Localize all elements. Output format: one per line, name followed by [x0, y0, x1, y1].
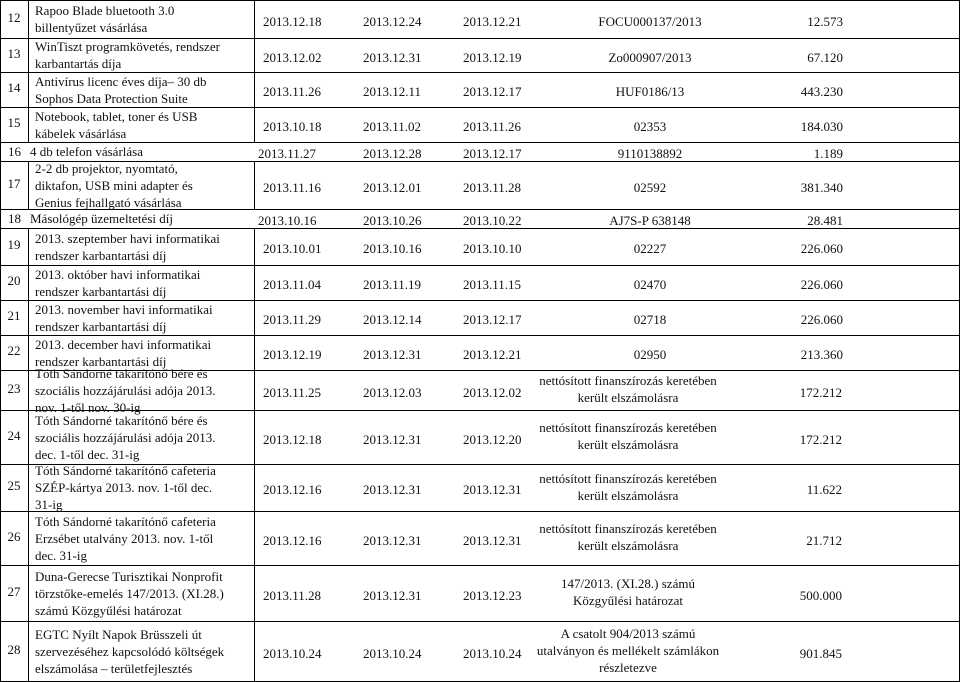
grid-line: [254, 107, 255, 142]
payment-date: 2013.11.28: [463, 179, 522, 195]
amount: 1.189: [813, 146, 843, 161]
row-number: 26: [7, 528, 21, 544]
row-number: 12: [7, 9, 21, 25]
document-reference: 02718: [633, 312, 667, 327]
invoice-date: 2013.12.18: [263, 13, 322, 29]
row-number: 13: [7, 45, 21, 61]
item-description: Tóth Sándorné takarítónő cafeteria: [35, 513, 216, 529]
document-reference: 147/2013. (XI.28.) számú: [561, 576, 695, 591]
payment-date: 2013.12.31: [463, 532, 522, 548]
document-reference: A csatolt 904/2013 számú: [560, 626, 696, 641]
document-reference: nettósított finanszírozás keretében: [539, 521, 717, 536]
due-date: 2013.12.11: [363, 84, 422, 99]
row-number: 16: [8, 144, 21, 159]
item-description: rendszer karbantartási díj: [35, 283, 167, 299]
item-description: dec. 31-ig: [35, 547, 87, 563]
grid-line: [28, 38, 29, 72]
amount: 226.060: [800, 241, 843, 256]
amount: 21.712: [806, 532, 842, 548]
invoice-date: 2013.12.16: [263, 532, 322, 548]
row-number: 21: [7, 308, 21, 323]
item-description: elszámolása – területfejlesztés: [35, 661, 193, 676]
grid-line: [28, 410, 29, 464]
payment-date: 2013.12.17: [463, 84, 522, 99]
row-number: 24: [7, 427, 21, 443]
amount: 500.000: [799, 587, 842, 603]
grid-line: [254, 0, 255, 38]
document-reference: került elszámolásra: [577, 487, 679, 503]
grid-line: [0, 621, 960, 622]
grid-line: [28, 621, 29, 682]
item-description: 4 db telefon vásárlása: [30, 144, 143, 159]
due-date: 2013.12.31: [363, 431, 422, 447]
due-date: 2013.12.31: [363, 347, 422, 362]
payment-date: 2013.12.17: [463, 312, 522, 327]
row-number: 17: [7, 175, 21, 191]
invoice-date: 2013.10.24: [263, 646, 322, 661]
item-description: Tóth Sándorné takarítónő bére és: [35, 412, 208, 428]
document-reference: utalványon és mellékelt számlákon: [536, 643, 720, 658]
payment-date: 2013.12.21: [463, 13, 522, 29]
item-description: Tóth Sándorné takarítónő cafeteria: [35, 463, 216, 478]
grid-line: [254, 370, 255, 410]
grid-line: [28, 107, 29, 142]
item-description: Rapoo Blade bluetooth 3.0: [35, 3, 175, 18]
amount: 67.120: [807, 49, 843, 65]
grid-line: [254, 464, 255, 511]
row-number: 28: [7, 642, 21, 657]
payment-date: 2013.12.21: [463, 347, 522, 362]
item-description: Erzsébet utalvány 2013. nov. 1-től: [35, 530, 214, 546]
grid-line: [28, 565, 29, 621]
grid-line: [254, 161, 255, 209]
item-description: 2013. december havi informatikai: [35, 336, 212, 352]
payment-date: 2013.12.02: [463, 384, 522, 400]
document-reference: 9110138892: [617, 146, 683, 161]
payment-date: 2013.12.17: [463, 146, 522, 161]
grid-line: [28, 228, 29, 265]
invoice-date: 2013.10.18: [263, 119, 322, 134]
grid-line: [254, 335, 255, 370]
amount: 172.212: [799, 431, 842, 447]
item-description: WinTiszt programkövetés, rendszer: [35, 39, 220, 54]
amount: 28.481: [807, 213, 843, 228]
item-description: 2-2 db projektor, nyomtató,: [35, 160, 178, 176]
item-description: Tóth Sándorné takarítónő bére és: [35, 365, 208, 381]
document-reference: AJ7S-P 638148: [609, 213, 691, 228]
document-reference: 02470: [633, 277, 667, 292]
amount: 226.060: [800, 277, 843, 292]
document-reference: FOCU000137/2013: [598, 13, 702, 29]
item-description: rendszer karbantartási díj: [35, 353, 167, 369]
grid-line: [0, 0, 1, 682]
grid-line: [28, 300, 29, 335]
grid-line: [28, 72, 29, 107]
row-number: 14: [7, 80, 21, 95]
document-reference: 02353: [633, 119, 667, 134]
grid-line: [28, 464, 29, 511]
item-description: Antivírus licenc éves díja– 30 db: [35, 73, 207, 89]
invoice-date: 2013.11.26: [263, 84, 322, 99]
invoice-date: 2013.12.18: [263, 431, 322, 447]
item-description: karbantartás díja: [35, 56, 122, 71]
invoice-date: 2013.12.02: [263, 49, 322, 65]
amount: 172.212: [799, 384, 842, 400]
document-reference: nettósított finanszírozás keretében: [539, 420, 717, 435]
invoice-date: 2013.11.27: [258, 146, 317, 161]
invoice-date: 2013.10.01: [263, 241, 322, 256]
grid-line: [28, 370, 29, 410]
payment-date: 2013.12.20: [463, 431, 522, 447]
row-number: 23: [7, 380, 21, 396]
due-date: 2013.12.31: [363, 482, 422, 497]
document-reference: 02592: [633, 179, 667, 195]
item-description: billentyűzet vásárlása: [35, 20, 148, 35]
due-date: 2013.12.31: [363, 532, 422, 548]
due-date: 2013.10.26: [363, 213, 422, 228]
due-date: 2013.12.03: [363, 384, 422, 400]
amount: 901.845: [799, 646, 842, 661]
invoice-date: 2013.11.04: [263, 277, 322, 292]
document-reference: került elszámolásra: [577, 538, 679, 553]
document-reference: Zo000907/2013: [608, 49, 692, 65]
grid-line: [254, 300, 255, 335]
payment-date: 2013.12.31: [463, 482, 522, 497]
item-description: 2013. november havi informatikai: [35, 301, 213, 317]
grid-line: [0, 142, 960, 143]
due-date: 2013.10.24: [363, 646, 422, 661]
amount: 11.622: [806, 482, 842, 497]
item-description: Genius fejhallgató vásárlása: [35, 194, 182, 210]
document-reference: 02227: [633, 241, 667, 256]
invoice-date: 2013.12.16: [263, 482, 322, 497]
grid-line: [28, 335, 29, 370]
item-description: szociális hozzájárulási adója 2013.: [35, 382, 216, 398]
grid-line: [28, 161, 29, 209]
document-reference: nettósított finanszírozás keretében: [539, 470, 717, 486]
item-description: nov. 1-től nov. 30-ig: [35, 399, 141, 415]
item-description: szervezéséhez kapcsolódó költségek: [35, 644, 225, 659]
document-reference: Közgyűlési határozat: [572, 593, 684, 608]
item-description: számú Közgyűlési határozat: [35, 602, 182, 618]
payment-date: 2013.10.10: [463, 241, 522, 256]
document-reference: HUF0186/13: [615, 84, 685, 99]
grid-line: [254, 511, 255, 565]
grid-line: [254, 38, 255, 72]
item-description: kábelek vásárlása: [35, 125, 127, 141]
due-date: 2013.10.16: [363, 241, 422, 256]
row-number: 22: [7, 343, 21, 358]
payment-date: 2013.10.22: [463, 213, 522, 228]
document-reference: került elszámolásra: [577, 390, 679, 405]
due-date: 2013.11.19: [363, 277, 422, 292]
payment-date: 2013.10.24: [463, 646, 522, 661]
due-date: 2013.12.01: [363, 179, 422, 195]
payment-date: 2013.12.19: [463, 49, 522, 65]
item-description: dec. 1-től dec. 31-ig: [35, 446, 140, 462]
grid-line: [28, 0, 29, 38]
grid-line: [28, 511, 29, 565]
document-reference: került elszámolásra: [577, 437, 679, 452]
document-reference: nettósított finanszírozás keretében: [539, 373, 717, 388]
amount: 381.340: [800, 179, 843, 195]
amount: 213.360: [800, 347, 843, 362]
amount: 226.060: [800, 312, 843, 327]
invoice-date: 2013.11.25: [263, 384, 322, 400]
grid-line: [28, 265, 29, 300]
document-reference: 02950: [633, 347, 667, 362]
item-description: Másológép üzemeltetési díj: [30, 211, 173, 226]
invoice-date: 2013.11.16: [263, 179, 322, 195]
amount: 184.030: [800, 119, 843, 134]
amount: 443.230: [800, 84, 843, 99]
item-description: 31-ig: [35, 497, 63, 512]
grid-line: [254, 565, 255, 621]
due-date: 2013.12.28: [363, 146, 422, 161]
document-reference: részletezve: [599, 660, 657, 675]
payment-date: 2013.11.26: [463, 119, 522, 134]
item-description: 2013. október havi informatikai: [35, 266, 201, 282]
invoice-date: 2013.11.29: [263, 312, 322, 327]
item-description: szociális hozzájárulási adója 2013.: [35, 429, 216, 445]
item-description: Notebook, tablet, toner és USB: [35, 108, 198, 124]
item-description: rendszer karbantartási díj: [35, 247, 167, 263]
invoice-date: 2013.12.19: [263, 347, 322, 362]
item-description: rendszer karbantartási díj: [35, 318, 167, 334]
row-number: 19: [7, 237, 21, 252]
due-date: 2013.12.31: [363, 587, 422, 603]
payment-date: 2013.12.23: [463, 587, 522, 603]
item-description: SZÉP-kártya 2013. nov. 1-től dec.: [35, 480, 213, 495]
row-number: 15: [7, 115, 21, 130]
item-description: Sophos Data Protection Suite: [35, 90, 188, 106]
amount: 12.573: [807, 13, 843, 29]
due-date: 2013.12.14: [363, 312, 422, 327]
grid-line: [0, 0, 960, 1]
payment-date: 2013.11.15: [463, 277, 522, 292]
grid-line: [254, 228, 255, 265]
invoice-date: 2013.11.28: [263, 587, 322, 603]
grid-line: [254, 410, 255, 464]
item-description: EGTC Nyílt Napok Brüsszeli út: [35, 627, 202, 642]
grid-line: [254, 621, 255, 682]
due-date: 2013.12.24: [363, 13, 422, 29]
item-description: Duna-Gerecse Turisztikai Nonprofit: [35, 568, 223, 584]
due-date: 2013.12.31: [363, 49, 422, 65]
due-date: 2013.11.02: [363, 119, 422, 134]
row-number: 18: [8, 211, 21, 226]
item-description: diktafon, USB mini adapter és: [35, 177, 193, 193]
item-description: törzstőke-emelés 147/2013. (XI.28.): [35, 585, 224, 601]
row-number: 27: [7, 583, 21, 599]
row-number: 25: [7, 478, 21, 493]
grid-line: [0, 565, 960, 566]
row-number: 20: [7, 273, 21, 288]
grid-line: [254, 72, 255, 107]
item-description: 2013. szeptember havi informatikai: [35, 230, 220, 246]
invoice-date: 2013.10.16: [258, 213, 317, 228]
grid-line: [254, 265, 255, 300]
